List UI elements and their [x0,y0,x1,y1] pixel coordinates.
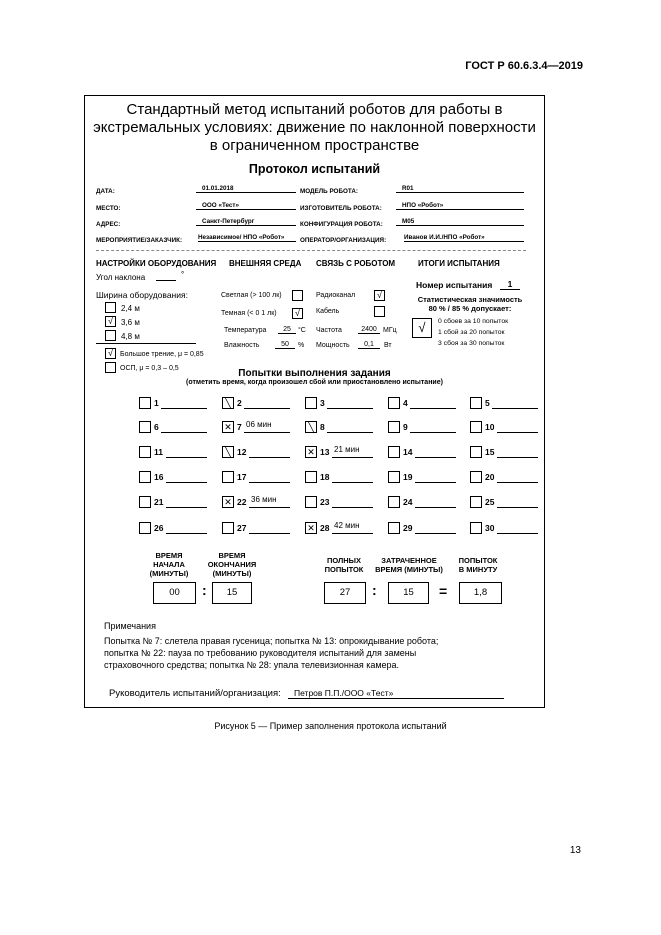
attempt-time-line [249,507,290,508]
attempt-checkbox[interactable]: ✕ [305,446,317,458]
attempt-checkbox[interactable] [388,397,400,409]
end-time-field[interactable]: 15 [212,582,252,604]
maker-value: НПО «Робот» [396,202,524,210]
attempt-number: 17 [237,472,247,482]
temp-unit: °C [298,327,306,334]
rate-label: ПОПЫТОК В МИНУТУ [458,556,498,574]
attempt-checkbox[interactable] [470,397,482,409]
operator-label: ОПЕРАТОР/ОРГАНИЗАЦИЯ: [300,237,387,244]
spent-time-field[interactable]: 15 [388,582,429,604]
model-value: R01 [396,185,524,193]
date-label: ДАТА: [96,188,115,195]
attempt-time-line [327,432,373,433]
full-attempts-label: ПОЛНЫХ ПОПЫТОК [324,556,364,574]
cable-label: Кабель [316,308,340,315]
attempt-number: 23 [320,497,330,507]
attempt-time-line [415,457,456,458]
equipment-header: НАСТРОЙКИ ОБОРУДОВАНИЯ [96,259,217,268]
power-unit: Вт [384,342,392,349]
attempt-number: 1 [154,398,159,408]
attempt-time-line [332,457,373,458]
test-number-label: Номер испытания [416,280,493,290]
attempt-checkbox[interactable] [139,421,151,433]
dark-label: Темная (< 0 1 лк) [221,310,277,317]
address-label: АДРЕС: [96,221,121,228]
angle-line [156,280,176,281]
attempt-checkbox[interactable]: ╲ [222,446,234,458]
attempt-checkbox[interactable] [139,397,151,409]
supervisor-value: Петров П.П./ООО «Тест» [288,688,504,699]
attempt-checkbox[interactable] [470,522,482,534]
significance-checkbox[interactable]: √ [412,318,432,338]
attempt-number: 7 [237,422,242,432]
attempt-number: 5 [485,398,490,408]
attempt-time-line [244,432,290,433]
significance-line: 0 сбоев за 10 попыток [438,318,509,325]
attempt-checkbox[interactable] [139,471,151,483]
attempt-number: 26 [154,523,164,533]
attempt-checkbox[interactable] [222,471,234,483]
attempt-number: 19 [403,472,413,482]
standard-number: ГОСТ Р 60.6.3.4—2019 [465,60,583,72]
temp-label: Температура [224,327,267,334]
freq-label: Частота [316,327,342,334]
attempt-number: 12 [237,447,247,457]
attempt-time-line [161,408,207,409]
temp-value: 25 [278,326,296,334]
attempt-number: 9 [403,422,408,432]
width-option-label: 4,8 м [121,332,140,341]
rate-field[interactable]: 1,8 [459,582,502,604]
humidity-value: 50 [275,341,295,349]
spent-time-label: ЗАТРАЧЕННОЕ ВРЕМЯ (МИНУТЫ) [375,556,443,574]
event-value: Независимое/ НПО «Робот» [198,234,296,242]
operator-value: Иванов И.И./НПО «Робот» [404,234,524,242]
end-time-label: ВРЕМЯ ОКОНЧАНИЯ (МИНУТЫ) [207,551,257,578]
attempt-checkbox[interactable] [470,471,482,483]
attempt-time-line [161,432,207,433]
attempt-number: 20 [485,472,495,482]
colon-separator: : [202,582,207,598]
attempt-checkbox[interactable]: ╲ [222,397,234,409]
attempt-checkbox[interactable]: ✕ [305,522,317,534]
attempts-title: Попытки выполнения задания [238,368,391,379]
attempt-time-line [415,507,456,508]
attempt-checkbox[interactable] [305,496,317,508]
freq-value: 2400 [358,326,380,334]
humidity-unit: % [298,342,305,349]
attempt-number: 8 [320,422,325,432]
light-label: Светлая (> 100 лк) [221,292,282,299]
radio-label: Радиоканал [316,292,356,299]
power-value: 0,1 [358,341,380,349]
attempt-time-line [497,507,538,508]
attempt-checkbox[interactable] [305,397,317,409]
attempt-number: 22 [237,497,247,507]
attempt-time-line [415,482,456,483]
attempt-checkbox[interactable] [388,421,400,433]
separator-line [96,250,526,251]
attempt-number: 29 [403,523,413,533]
light-checkbox[interactable] [292,290,303,301]
attempt-time-line [497,432,538,433]
start-time-label: ВРЕМЯ НАЧАЛА (МИНУТЫ) [149,551,189,578]
attempt-number: 13 [320,447,330,457]
figure-caption: Рисунок 5 — Пример заполнения протокола испытаний [214,721,447,731]
maker-label: ИЗГОТОВИТЕЛЬ РОБОТА: [300,205,382,212]
width-label: Ширина оборудования: [96,290,188,300]
attempt-time-line [332,533,373,534]
supervisor-label: Руководитель испытаний/организация: [109,688,281,699]
division-separator: : [372,582,377,598]
attempt-time-line [492,408,538,409]
attempt-checkbox[interactable] [388,522,400,534]
config-value: М05 [396,218,524,226]
attempt-time-line [332,507,373,508]
attempt-checkbox[interactable]: ✕ [222,496,234,508]
friction-checkbox-high[interactable]: √ [105,348,116,359]
humidity-label: Влажность [224,342,260,349]
results-header: ИТОГИ ИСПЫТАНИЯ [418,259,500,268]
attempt-checkbox[interactable] [139,496,151,508]
attempt-time-line [166,533,207,534]
attempt-checkbox[interactable] [470,421,482,433]
attempt-time: 36 мин [251,495,277,504]
event-label: МЕРОПРИЯТИЕ/ЗАКАЗЧИК: [96,237,183,244]
attempt-number: 18 [320,472,330,482]
significance-line: 1 сбой за 20 попыток [438,329,505,336]
attempt-number: 15 [485,447,495,457]
attempts-note: (отметить время, когда произошел сбой или приостановлено испытание) [186,379,443,386]
power-label: Мощность [316,342,350,349]
attempt-checkbox[interactable] [388,496,400,508]
attempt-checkbox[interactable]: ✕ [222,421,234,433]
full-attempts-field[interactable]: 27 [324,582,366,604]
attempt-time-line [497,533,538,534]
attempt-time-line [166,457,207,458]
attempt-time-line [166,482,207,483]
significance-line: 3 сбоя за 30 попыток [438,340,505,347]
attempt-number: 21 [154,497,164,507]
attempt-time-line [415,533,456,534]
equipment-divider [96,343,196,344]
model-label: МОДЕЛЬ РОБОТА: [300,188,358,195]
page-number: 13 [569,845,581,856]
date-value: 01.01.2018 [196,185,296,193]
notes-text: Попытка № 7: слетела правая гусеница; попытка № 13: опрокидывание робота; попытка № 22: пауза по требованию руководителя испытаний для замены страховочного средства; попытка № 28: упала телевизионная камера. [104,636,439,670]
width-checkbox-3-6[interactable]: √ [105,316,116,327]
attempt-time-line [410,432,456,433]
attempt-checkbox[interactable]: ╲ [305,421,317,433]
attempt-time: 42 мин [334,521,360,530]
test-number-value: 1 [500,279,520,290]
attempt-number: 30 [485,523,495,533]
attempt-number: 3 [320,398,325,408]
angle-unit: ° [181,270,185,279]
attempt-time-line [166,507,207,508]
attempt-time-line [244,408,290,409]
width-checkbox-2-4[interactable] [105,302,116,313]
attempt-number: 4 [403,398,408,408]
attempt-number: 14 [403,447,413,457]
config-label: КОНФИГУРАЦИЯ РОБОТА: [300,221,383,228]
attempt-checkbox[interactable] [388,471,400,483]
attempt-checkbox[interactable] [139,522,151,534]
attempt-time-line [249,482,290,483]
attempt-number: 11 [154,447,163,457]
attempt-number: 27 [237,523,247,533]
environment-header: ВНЕШНЯЯ СРЕДА [229,259,302,268]
place-label: МЕСТО: [96,205,121,212]
attempt-number: 25 [485,497,495,507]
attempt-number: 6 [154,422,159,432]
significance-label: Статистическая значимость [417,295,523,304]
attempt-time-line [249,457,290,458]
freq-unit: МГц [383,327,397,334]
attempt-time-line [497,457,538,458]
comms-header: СВЯЗЬ С РОБОТОМ [316,259,396,268]
address-value: Санкт-Петербург [196,218,296,226]
attempt-number: 10 [485,422,495,432]
place-value: ООО «Тест» [196,202,296,210]
attempt-time: 21 мин [334,445,360,454]
angle-label: Угол наклона [96,273,146,282]
attempt-time-line [497,482,538,483]
cable-checkbox[interactable] [374,306,385,317]
attempt-checkbox[interactable] [305,471,317,483]
attempt-checkbox[interactable] [139,446,151,458]
attempt-checkbox[interactable] [470,496,482,508]
attempt-time-line [249,533,290,534]
width-option-label: 2,4 м [121,304,140,313]
attempt-time-line [332,482,373,483]
significance-label-2: 80 % / 85 % допускает: [428,304,512,313]
attempt-checkbox[interactable] [470,446,482,458]
protocol-title: Стандартный метод испытаний роботов для работы в экстремальных условиях: движение по наклонной поверхности в ограниченном пространстве [93,101,536,154]
friction-option-label: ОСП, μ = 0,3 – 0,5 [120,365,179,372]
attempt-time: 06 мин [246,420,272,429]
start-time-field[interactable]: 00 [153,582,196,604]
attempt-number: 24 [403,497,413,507]
attempt-number: 2 [237,398,242,408]
width-checkbox-4-8[interactable] [105,330,116,341]
width-option-label: 3,6 м [121,318,140,327]
dark-checkbox[interactable]: √ [292,308,303,319]
attempt-number: 16 [154,472,164,482]
attempt-checkbox[interactable] [222,522,234,534]
radio-checkbox[interactable]: √ [374,290,385,301]
protocol-subtitle: Протокол испытаний [248,162,381,176]
friction-option-label: Большое трение, μ = 0,85 [120,351,204,358]
attempt-time-line [410,408,456,409]
equals-sign: = [439,583,448,599]
attempt-number: 28 [320,523,330,533]
attempt-time-line [327,408,373,409]
attempt-checkbox[interactable] [388,446,400,458]
notes-title: Примечания [104,621,156,631]
